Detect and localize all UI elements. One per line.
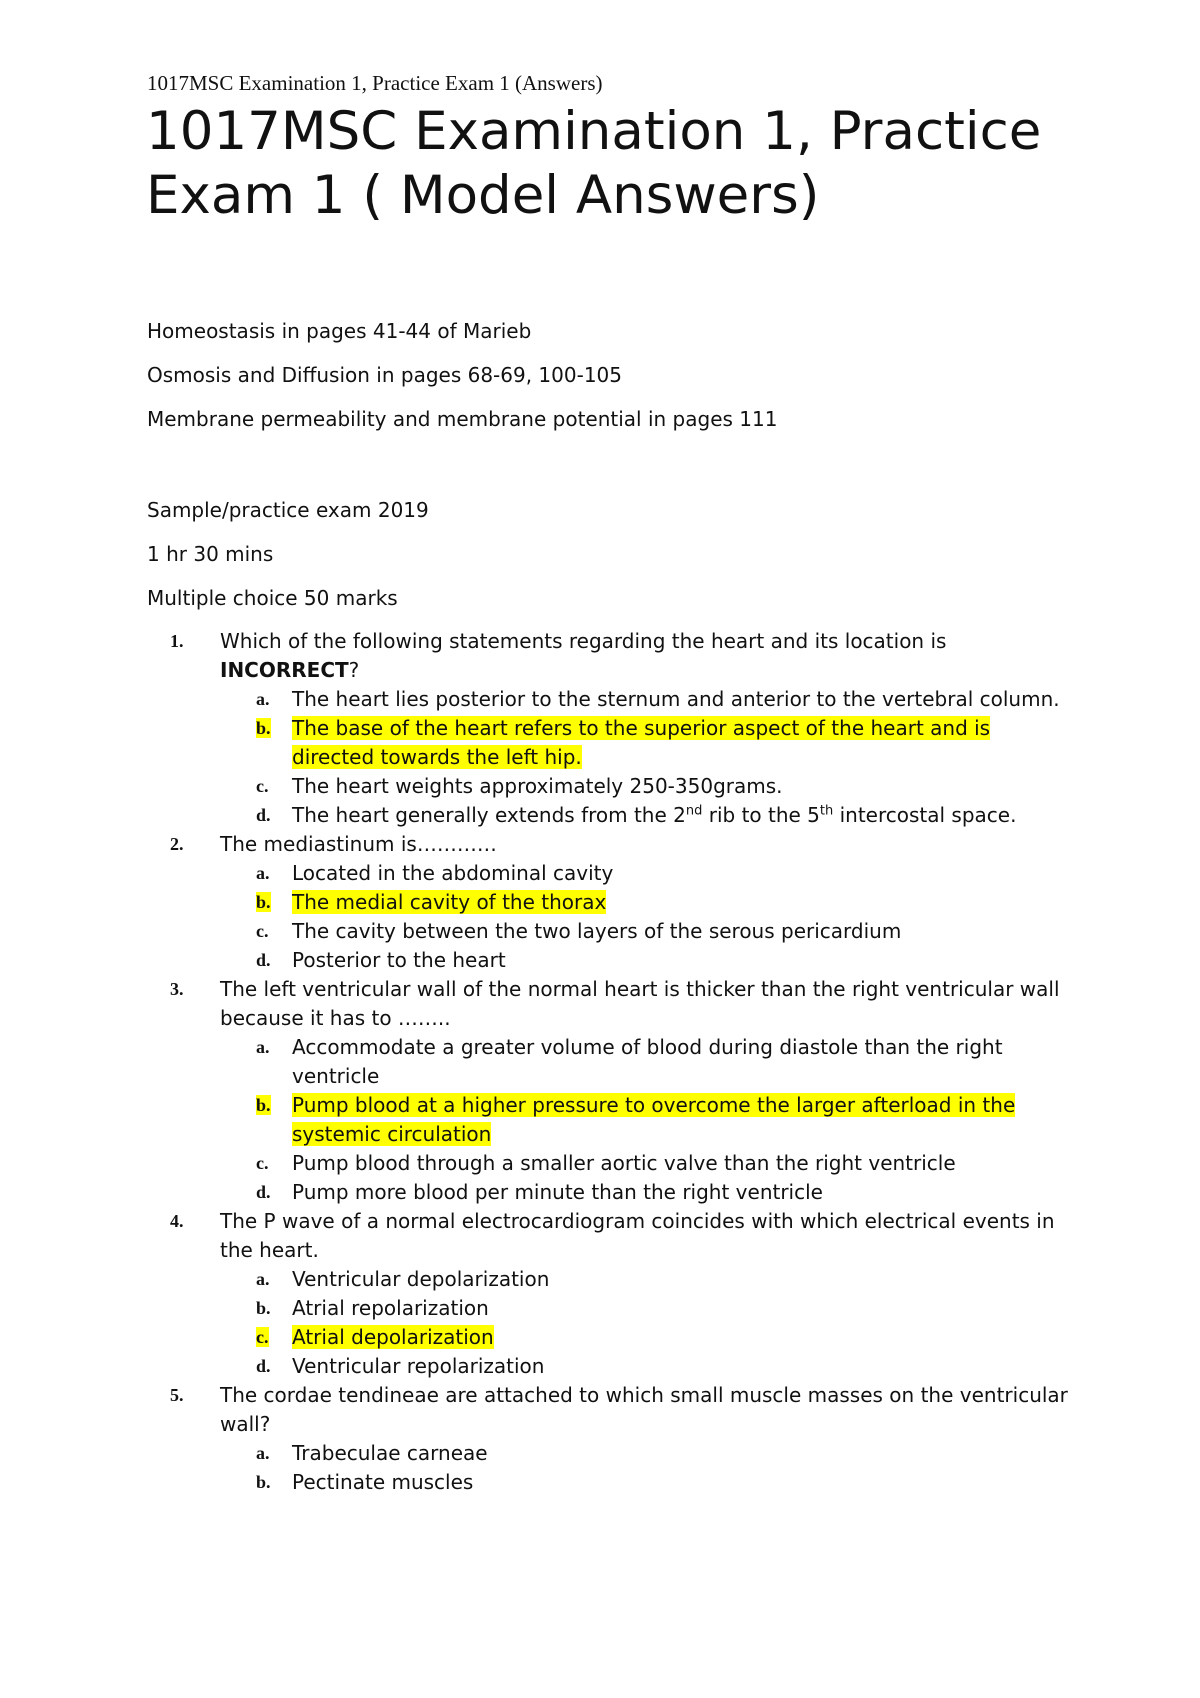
exam-duration: 1 hr 30 mins (147, 542, 274, 566)
question-text: The mediastinum is………… (220, 832, 497, 856)
option-4b: b. Atrial repolarization (256, 1296, 489, 1320)
option-5a: a. Trabeculae carneae (256, 1441, 488, 1465)
question-1 (0, 627, 1200, 685)
question-4 (0, 1207, 1200, 1265)
option-1d: d. The heart generally extends from the 2nd rib to the 5th intercostal space. (256, 803, 1017, 827)
reading-homeostasis: Homeostasis in pages 41-44 of Marieb (147, 319, 532, 343)
question-number: 3. (170, 979, 184, 999)
option-2b-answer: b. The medial cavity of the thorax (256, 890, 607, 914)
question-text: Which of the following statements regarding the heart and its location is INCORRECT? (220, 629, 947, 682)
question-number: 1. (170, 631, 184, 651)
running-header: 1017MSC Examination 1, Practice Exam 1 (Answers) (147, 71, 603, 95)
option-2d: d. Posterior to the heart (256, 948, 506, 972)
reading-osmosis: Osmosis and Diffusion in pages 68-69, 100-105 (147, 363, 622, 387)
document-title: 1017MSC Examination 1, Practice Exam 1 ( Model Answers) (146, 101, 1042, 226)
option-3a: a. Accommodate a greater volume of blood during diastole than the right ventricle (256, 1035, 1003, 1088)
question-text: The cordae tendineae are attached to which small muscle masses on the ventricular wall? (220, 1383, 1068, 1436)
option-3c: c. Pump blood through a smaller aortic valve than the right ventricle (256, 1151, 956, 1175)
question-number: 5. (170, 1385, 184, 1405)
question-5 (0, 1381, 1200, 1439)
option-1b-answer: b. The base of the heart refers to the superior aspect of the heart and is directed towards the left hip. (256, 716, 991, 769)
question-3 (0, 975, 1200, 1033)
question-number: 2. (170, 834, 184, 854)
question-text: The left ventricular wall of the normal heart is thicker than the right ventricular wall because it has to …….. (220, 977, 1060, 1030)
exam-format: Multiple choice 50 marks (147, 586, 398, 610)
reading-membrane: Membrane permeability and membrane potential in pages 111 (147, 407, 778, 431)
question-list (0, 627, 1200, 1497)
option-3d: d. Pump more blood per minute than the right ventricle (256, 1180, 823, 1204)
question-text: The P wave of a normal electrocardiogram coincides with which electrical events in the heart. (220, 1209, 1055, 1262)
option-3b-answer: b. Pump blood at a higher pressure to overcome the larger afterload in the systemic circulation (256, 1093, 1016, 1146)
option-1a: a. The heart lies posterior to the sternum and anterior to the vertebral column. (256, 687, 1060, 711)
option-4c-answer: c. Atrial depolarization (256, 1325, 494, 1349)
option-4a: a. Ventricular depolarization (256, 1267, 550, 1291)
option-5b: b. Pectinate muscles (256, 1470, 474, 1494)
option-4d: d. Ventricular repolarization (256, 1354, 545, 1378)
option-2a: a. Located in the abdominal cavity (256, 861, 614, 885)
question-2 (0, 830, 1200, 859)
question-number: 4. (170, 1211, 184, 1231)
option-1c: c. The heart weights approximately 250-350grams. (256, 774, 783, 798)
option-2c: c. The cavity between the two layers of the serous pericardium (256, 919, 902, 943)
emphasis-incorrect: INCORRECT (220, 658, 349, 682)
exam-label: Sample/practice exam 2019 (147, 498, 429, 522)
